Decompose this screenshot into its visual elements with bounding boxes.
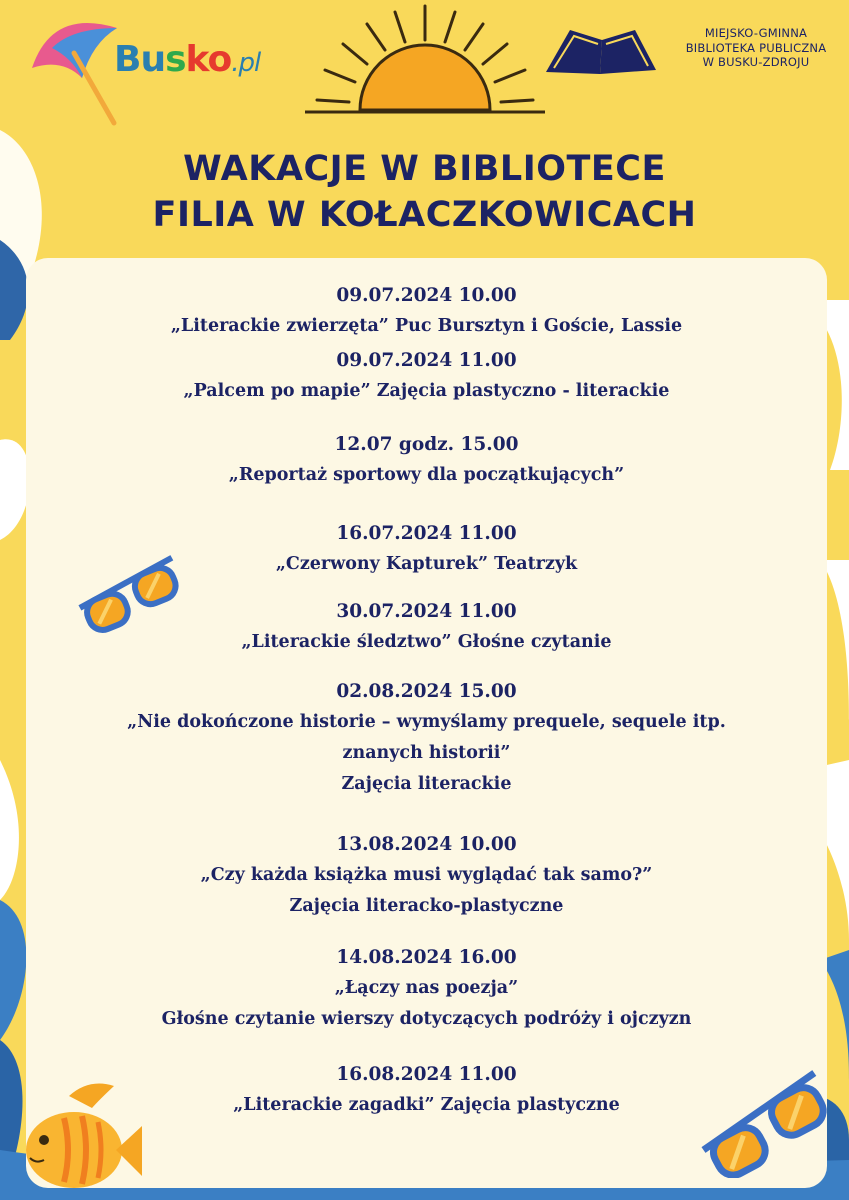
sun-icon [305, 2, 545, 122]
event-date: 16.08.2024 11.00 [336, 1064, 517, 1085]
event-item [26, 829, 827, 922]
event-date: 16.07.2024 11.00 [336, 523, 517, 544]
event-date: 09.07.2024 10.00 [336, 285, 517, 306]
event-date: 02.08.2024 15.00 [336, 681, 517, 702]
library-name-line: MIEJSKO-GMINNA [704, 26, 808, 40]
event-description: „Czy każda książka musi wyglądać tak samo?” [200, 865, 653, 885]
event-item [26, 429, 827, 491]
event-description: „Czerwony Kapturek” Teatrzyk [275, 554, 578, 574]
schedule-panel [26, 258, 827, 1188]
event-item [26, 942, 827, 1035]
event-item [26, 280, 827, 342]
event-description: Zajęcia literacko-plastyczne [289, 896, 564, 916]
event-date: 12.07 godz. 15.00 [334, 434, 519, 455]
poster-title [0, 146, 849, 238]
event-description: „Literackie zwierzęta” Puc Bursztyn i Goście, Lassie [170, 316, 683, 336]
event-description: „Palcem po mapie” Zajęcia plastyczno - literackie [183, 381, 670, 401]
busko-logo: Busko.pl [114, 39, 261, 80]
event-description: „Literackie śledztwo” Głośne czytanie [241, 632, 612, 652]
event-item [26, 676, 827, 800]
event-description: Głośne czytanie wierszy dotyczących podróży i ojczyzn [161, 1009, 692, 1029]
fish-icon [14, 1078, 144, 1198]
event-date: 13.08.2024 10.00 [336, 834, 517, 855]
sunglasses-icon [690, 1068, 840, 1178]
event-description: „Reportaż sportowy dla początkujących” [228, 465, 625, 485]
event-description: znanych historii” [342, 743, 511, 763]
library-name-line: BIBLIOTEKA PUBLICZNA [685, 40, 827, 55]
event-item [26, 345, 827, 407]
event-description: „Literackie zagadki” Zajęcia plastyczne [233, 1095, 620, 1115]
sunglasses-icon [70, 548, 190, 638]
event-date: 14.08.2024 16.00 [336, 947, 517, 968]
event-description: „Nie dokończone historie – wymyślamy prequele, sequele itp. [127, 712, 726, 732]
event-description: „Łączy nas poezja” [334, 978, 519, 998]
event-date: 09.07.2024 11.00 [336, 350, 517, 371]
poster-title-line: WAKACJE W BIBLIOTECE [183, 149, 666, 189]
event-description: Zajęcia literackie [341, 774, 512, 794]
poster-title-line: FILIA W KOŁACZKOWICACH [152, 195, 697, 235]
library-name-line: W BUSKU-ZDROJU [702, 55, 810, 69]
event-date: 30.07.2024 11.00 [336, 601, 517, 622]
open-book-icon [540, 22, 660, 82]
library-name [676, 26, 836, 70]
